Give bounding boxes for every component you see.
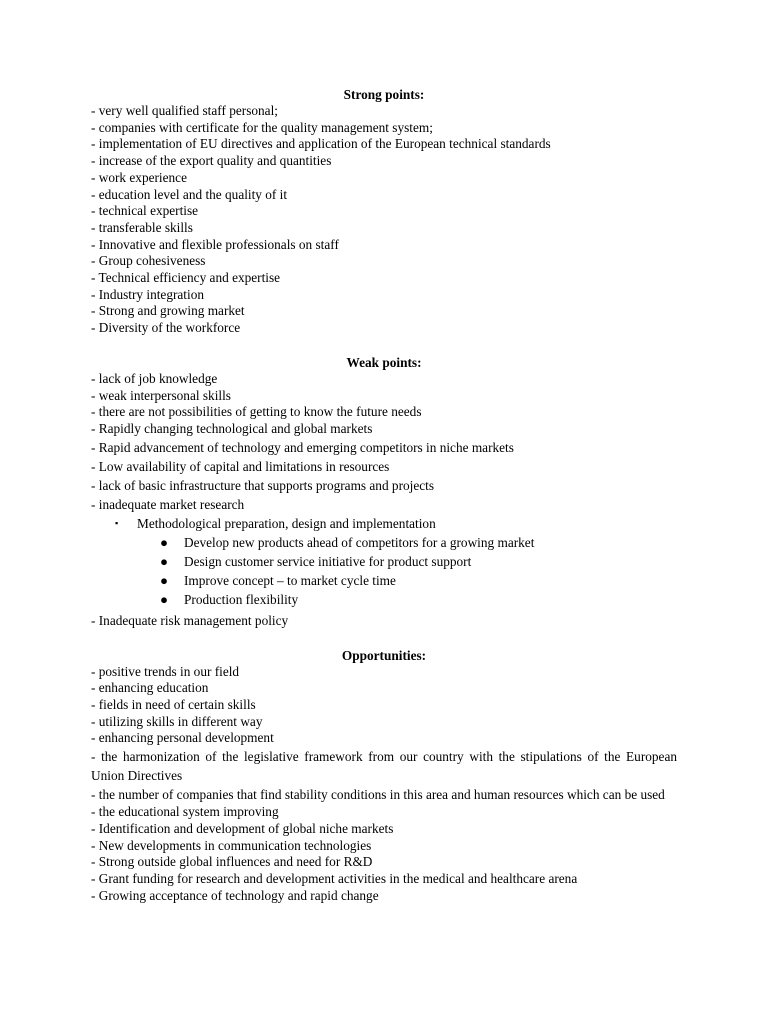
- list-item: - Diversity of the workforce: [91, 320, 241, 336]
- list-item: - utilizing skills in different way: [91, 713, 263, 729]
- swot-content: [91, 86, 677, 904]
- list-paragraph: - the number of companies that find stability conditions in this area and human resources which can be used: [91, 787, 665, 803]
- list-item: - work experience: [91, 169, 187, 185]
- list-item: - very well qualified staff personal;: [91, 103, 278, 118]
- list-item: - lack of basic infrastructure that supports programs and projects: [91, 477, 435, 493]
- opportunities-list: [91, 664, 677, 905]
- list-item: - Identification and development of global niche markets: [91, 820, 394, 836]
- list-item: - enhancing education: [91, 680, 209, 696]
- list-item: - there are not possibilities of getting to know the future needs: [91, 404, 422, 420]
- list-item: - Inadequate risk management policy: [91, 612, 289, 628]
- nested-list-item: [91, 571, 677, 590]
- opportunities-heading: Opportunities:: [341, 647, 427, 663]
- list-item: - Group cohesiveness: [91, 253, 206, 269]
- weak-points-heading: Weak points:: [346, 354, 422, 370]
- list-item: - education level and the quality of it: [91, 186, 288, 202]
- list-item: - enhancing personal development: [91, 730, 274, 746]
- list-item: - Low availability of capital and limitations in resources: [91, 458, 390, 474]
- list-item: - weak interpersonal skills: [91, 387, 231, 403]
- strong-points-heading: Strong points:: [343, 87, 425, 102]
- nested-list-item: [91, 590, 677, 609]
- round-bullet-icon: ●: [160, 534, 169, 550]
- nested-list-item-text: Design customer service initiative for product support: [184, 553, 472, 569]
- list-item: - New developments in communication technologies: [91, 837, 372, 853]
- strong-points-list: [91, 103, 677, 337]
- weak-points-list: [91, 371, 677, 630]
- nested-list-item-text: Production flexibility: [184, 591, 299, 607]
- sub-list-item-text: Methodological preparation, design and implementation: [137, 515, 436, 531]
- list-item: - companies with certificate for the quality management system;: [91, 119, 433, 135]
- list-item: - implementation of EU directives and application of the European technical standards: [91, 136, 551, 152]
- list-item: - Rapid advancement of technology and emerging competitors in niche markets: [91, 439, 514, 455]
- list-item: - Technical efficiency and expertise: [91, 270, 281, 286]
- list-paragraph: - the harmonization of the legislative framework from our country with the stipulations of the European Union Directives: [91, 749, 677, 784]
- nested-list-item-text: Improve concept – to market cycle time: [184, 572, 396, 588]
- list-item: - Rapidly changing technological and global markets: [91, 420, 373, 436]
- round-bullet-icon: ●: [160, 553, 169, 569]
- list-item: - technical expertise: [91, 203, 199, 219]
- list-item: - fields in need of certain skills: [91, 697, 256, 713]
- list-item: - the educational system improving: [91, 804, 279, 820]
- square-bullet-icon: ▪: [115, 517, 119, 528]
- nested-list-item-text: Develop new products ahead of competitors for a growing market: [184, 534, 535, 550]
- list-item: - Growing acceptance of technology and rapid change: [91, 887, 379, 903]
- list-item: - Strong outside global influences and need for R&D: [91, 854, 373, 870]
- list-item: - positive trends in our field: [91, 663, 240, 679]
- list-item: - Strong and growing market: [91, 303, 245, 319]
- list-item: - inadequate market research: [91, 496, 245, 512]
- list-item: - Industry integration: [91, 286, 204, 302]
- list-item: - Grant funding for research and development activities in the medical and healthcare arena: [91, 870, 578, 886]
- list-item: - Innovative and flexible professionals on staff: [91, 236, 339, 252]
- list-item: - transferable skills: [91, 219, 193, 235]
- list-item: - increase of the export quality and quantities: [91, 153, 332, 169]
- round-bullet-icon: ●: [160, 591, 169, 607]
- list-item: - lack of job knowledge: [91, 370, 218, 386]
- nested-list-item: [91, 533, 677, 552]
- round-bullet-icon: ●: [160, 572, 169, 588]
- sub-list-item: [91, 514, 677, 533]
- nested-list-item: [91, 552, 677, 571]
